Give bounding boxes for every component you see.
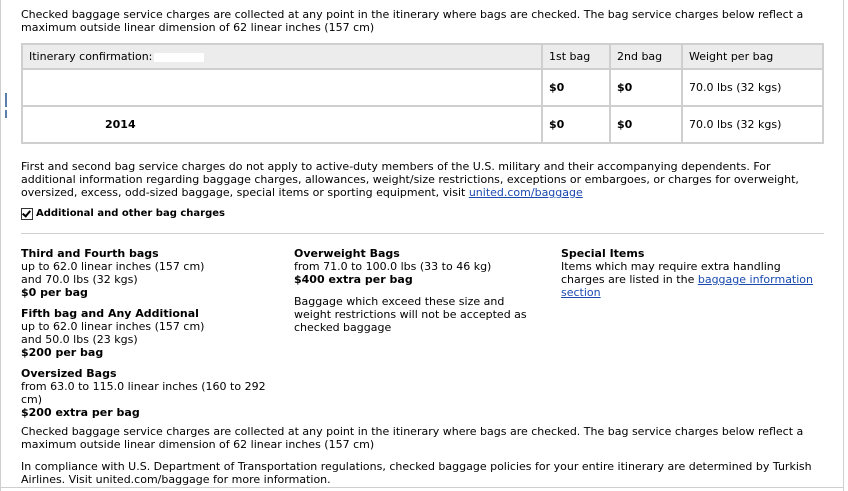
row-bag1: $0 — [542, 69, 610, 106]
intro-text: Checked baggage service charges are collected at any point in the itinerary where bags are checked. The bag service charges below reflect a maximum outside linear dimension of 62 linear inches (157 cm) — [21, 8, 804, 34]
footer-text-1: Checked baggage service charges are collected at any point in the itinerary where bags are checked. The bag service charges below reflect a maximum outside linear dimension of 62 linear inches (157 cm) — [21, 425, 804, 451]
fifth-line1: up to 62.0 linear inches (157 cm) — [21, 320, 205, 333]
fifth-price: $200 per bag — [21, 346, 104, 359]
footer-text-2: In compliance with U.S. Department of Transportation regulations, checked baggage policies for your entire itinerary are determined by Turkish Airlines. Visit united.com/baggage for more information. — [21, 460, 812, 486]
frame-right-border — [843, 0, 844, 491]
exceed-note: Baggage which exceed these size and weight restrictions will not be accepted as checked baggage — [294, 295, 527, 334]
header-itinerary — [22, 44, 542, 69]
overweight-title: Overweight Bags — [294, 247, 400, 260]
overweight-price: $400 extra per bag — [294, 273, 413, 286]
special-text-body: Items which may require extra handling charges are listed in the — [561, 260, 781, 286]
row-weight: 70.0 lbs (32 kgs) — [682, 69, 823, 106]
checkbox[interactable] — [21, 208, 33, 220]
oversized-line1: from 63.0 to 115.0 linear inches (160 to 292 cm) — [21, 380, 266, 406]
confirmation-box — [154, 53, 204, 62]
special-items — [561, 247, 821, 299]
baggage-link[interactable]: united.com/baggage — [468, 186, 583, 199]
additional-charges-toggle[interactable] — [21, 207, 225, 220]
row-bag2: $0 — [610, 69, 682, 106]
third-fourth-bags — [21, 247, 281, 299]
third-fourth-line2: and 70.0 lbs (32 kgs) — [21, 273, 138, 286]
edge-marker — [5, 110, 7, 118]
header-bag1: 1st bag — [542, 44, 610, 69]
header-bag2: 2nd bag — [610, 44, 682, 69]
checkbox-label: Additional and other bag charges — [36, 208, 225, 219]
overweight-bags — [294, 247, 554, 286]
third-fourth-line1: up to 62.0 linear inches (157 cm) — [21, 260, 205, 273]
fifth-line2: and 50.0 lbs (23 kgs) — [21, 333, 138, 346]
baggage-info-link[interactable]: baggage information section — [561, 273, 814, 299]
row-label: 2014 — [22, 106, 542, 143]
oversized-title: Oversized Bags — [21, 367, 117, 380]
special-text — [561, 260, 821, 299]
military-note — [21, 160, 821, 199]
row-bag1: $0 — [542, 106, 610, 143]
special-title: Special Items — [561, 247, 645, 260]
table-row — [22, 106, 823, 143]
itinerary-label: Itinerary confirmation: — [29, 50, 153, 63]
table-header-row — [22, 44, 823, 69]
overweight-line1: from 71.0 to 100.0 lbs (33 to 46 kg) — [294, 260, 492, 273]
fifth-title: Fifth bag and Any Additional — [21, 307, 199, 320]
header-weight: Weight per bag — [682, 44, 823, 69]
row-label — [22, 69, 542, 106]
oversized-price: $200 extra per bag — [21, 406, 140, 419]
fifth-bag — [21, 307, 281, 359]
oversized-bags — [21, 367, 281, 419]
row-bag2: $0 — [610, 106, 682, 143]
third-fourth-price: $0 per bag — [21, 286, 88, 299]
third-fourth-title: Third and Fourth bags — [21, 247, 159, 260]
frame-bottom-border — [0, 487, 844, 488]
table-row — [22, 69, 823, 106]
edge-marker — [5, 93, 7, 107]
military-note-text: First and second bag service charges do not apply to active-duty members of the U.S. military and their accompanying dependents. For additional information regarding baggage charges, allowances, weight/size restrictions, exceptions or embargoes, or charges for overweight, oversized, excess, odd-sized baggage, special items or sporting equipment, visit — [21, 160, 799, 199]
section-divider — [21, 233, 824, 234]
frame-left-border — [0, 0, 1, 491]
row-weight: 70.0 lbs (32 kgs) — [682, 106, 823, 143]
baggage-table — [21, 43, 824, 144]
